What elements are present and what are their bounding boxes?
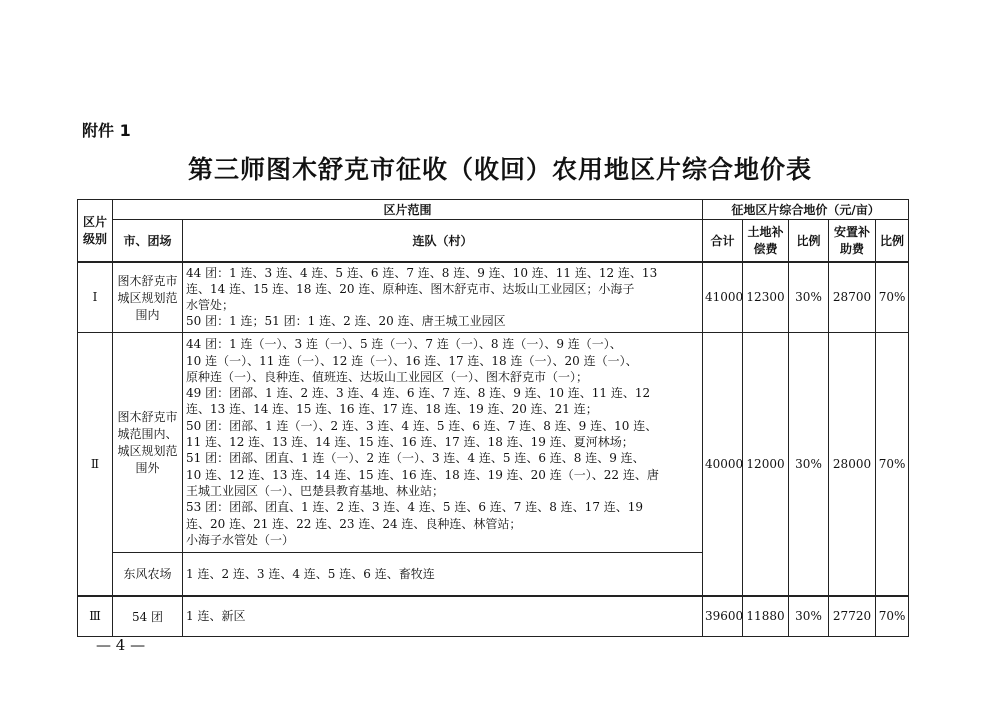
city-name: 东风农场: [113, 552, 183, 596]
city-name: 图木舒克市城区规划范围内: [113, 262, 183, 333]
header-zone-range: 区片范围: [113, 200, 703, 220]
company-line: 连、14 连、15 连、18 连、20 连、原种连、图木舒克市、达坂山工业园区；小海子: [186, 281, 635, 296]
company-line: 1 连、2 连、3 连、4 连、5 连、6 连、畜牧连: [186, 566, 435, 581]
header-price-group: 征地区片综合地价（元/亩）: [703, 200, 909, 220]
table-row: [78, 262, 909, 333]
resettlement: 28700: [829, 262, 876, 333]
company-line: 53 团：团部、团直、1 连、2 连、3 连、4 连、5 连、6 连、7 连、8 连、17 连、19: [186, 500, 644, 515]
ratio-2: 70%: [876, 262, 909, 333]
company-line: 王城工业园区（一）、巴楚县教育基地、林业站；: [186, 483, 445, 498]
company-line: 44 团：1 连（一）、3 连（一）、5 连（一）、7 连（一）、8 连（一）、9 连（一）、: [186, 337, 622, 352]
company-list: [183, 262, 703, 333]
ratio-1: 30%: [789, 596, 829, 636]
resettlement: 27720: [829, 596, 876, 636]
page-number: — 4 —: [96, 636, 146, 654]
company-line: 51 团：团部、团直、1 连（一）、2 连（一）、3 连、4 连、5 连、6 连、8 连、9 连、: [186, 451, 645, 466]
ratio-1: 30%: [789, 332, 829, 596]
ratio-1: 30%: [789, 262, 829, 333]
company-line: 小海子水管处（一）: [186, 532, 295, 547]
company-line: 10 连（一）、11 连（一）、12 连（一）、16 连、17 连、18 连（一）、20 连（一）、: [186, 353, 638, 368]
resettlement: 28000: [829, 332, 876, 596]
company-line: 49 团：团部、1 连、2 连、3 连、4 连、6 连、7 连、8 连、9 连、10 连、11 连、12: [186, 386, 651, 401]
price-total: 39600: [703, 596, 743, 636]
company-line: 1 连、新区: [186, 609, 246, 624]
company-line: 连、20 连、21 连、22 连、23 连、24 连、良种连、林管站；: [186, 516, 522, 531]
land-compensation: 12000: [743, 332, 789, 596]
zone-level: Ⅱ: [78, 332, 113, 596]
ratio-2: 70%: [876, 332, 909, 596]
table-row: [78, 596, 909, 636]
table-row: [78, 332, 909, 552]
header-company: 连队（村）: [183, 220, 703, 262]
land-price-table: [77, 199, 909, 637]
company-line: 水管处；: [186, 298, 235, 313]
document-title: 第三师图木舒克市征收（收回）农用地区片综合地价表: [187, 155, 812, 184]
company-list: [183, 332, 703, 552]
company-line: 连、13 连、14 连、15 连、16 连、17 连、18 连、19 连、20 连、21 连；: [186, 402, 598, 417]
land-compensation: 11880: [743, 596, 789, 636]
price-total: 41000: [703, 262, 743, 333]
header-ratio-2: 比例: [876, 220, 909, 262]
ratio-2: 70%: [876, 596, 909, 636]
company-list: [183, 552, 703, 596]
city-name: 54 团: [113, 596, 183, 636]
company-line: 原种连（一）、良种连、值班连、达坂山工业园区（一）、图木舒克市（一）；: [186, 369, 589, 384]
header-zone-level: 区片级别: [78, 200, 113, 262]
header-ratio-1: 比例: [789, 220, 829, 262]
company-line: 50 团：1 连；51 团：1 连、2 连、20 连、唐王城工业园区: [186, 314, 506, 329]
header-land-compensation: 土地补偿费: [743, 220, 789, 262]
company-line: 44 团：1 连、3 连、4 连、5 连、6 连、7 连、8 连、9 连、10 连、11 连、12 连、13: [186, 265, 658, 280]
header-total: 合计: [703, 220, 743, 262]
header-resettlement: 安置补助费: [829, 220, 876, 262]
zone-level: Ⅰ: [78, 262, 113, 333]
zone-level: Ⅲ: [78, 596, 113, 636]
price-total: 40000: [703, 332, 743, 596]
attachment-label: 附件 1: [82, 121, 131, 140]
company-line: 50 团：团部、1 连（一）、2 连、3 连、4 连、5 连、6 连、7 连、8 连、9 连、10 连、: [186, 418, 658, 433]
company-line: 10 连、12 连、13 连、14 连、15 连、16 连、18 连、19 连、20 连（一）、22 连、唐: [186, 467, 659, 482]
company-list: [183, 596, 703, 636]
city-name: 图木舒克市城范围内、城区规划范围外: [113, 332, 183, 552]
company-line: 11 连、12 连、13 连、14 连、15 连、16 连、17 连、18 连、19 连、夏河林场；: [186, 435, 634, 450]
header-city: 市、团场: [113, 220, 183, 262]
land-compensation: 12300: [743, 262, 789, 333]
